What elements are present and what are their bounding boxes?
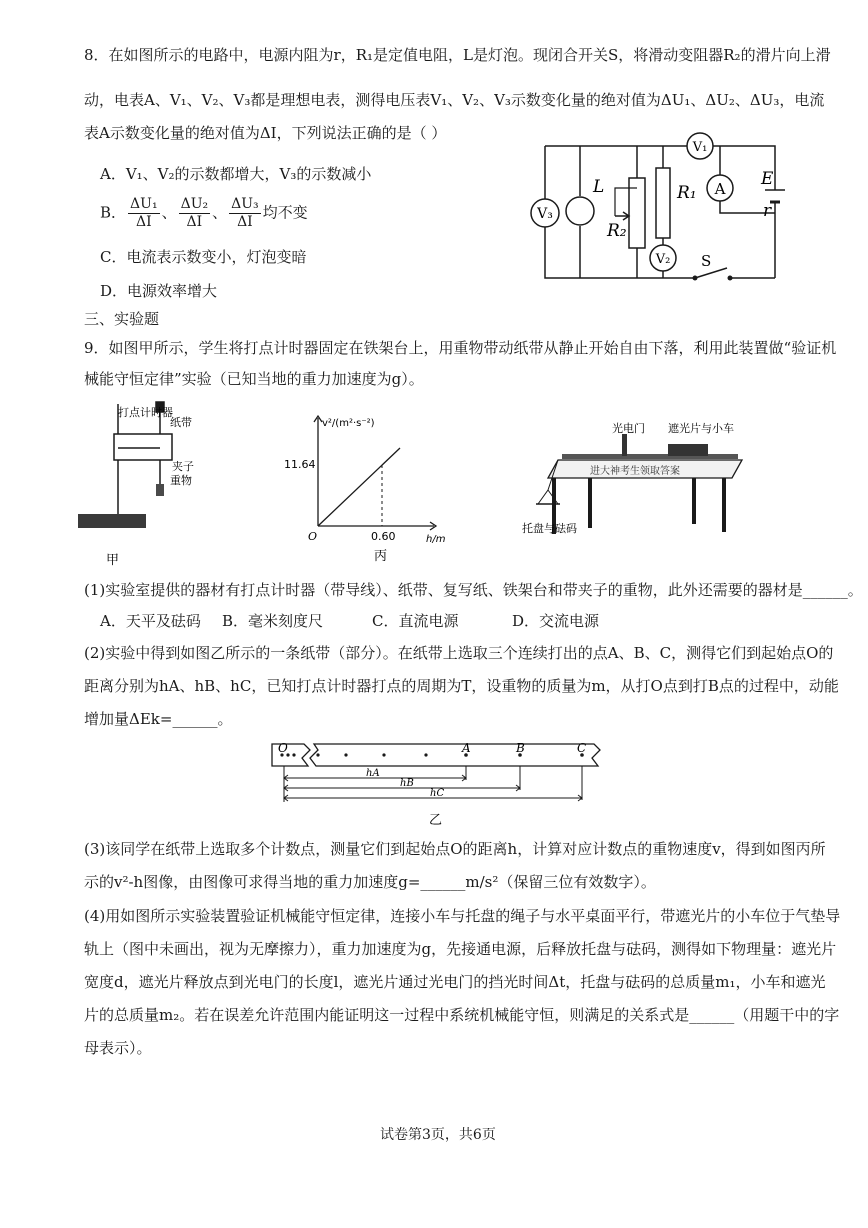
q9-part4-line3: 宽度d，遮光片释放点到光电门的长度l，遮光片通过光电门的挡光时间Δt，托盘与砝码的总质量m₁，小车和遮光 [84, 973, 826, 991]
label-timer: 打点计时器 [118, 406, 173, 419]
fraction-du2 [179, 196, 211, 231]
q9-intro-line1: 9．如图甲所示，学生将打点计时器固定在铁架台上，用重物带动纸带从静止开始自由下落，利用此装置做“验证机 [84, 339, 837, 357]
y-axis-label: v²/(m²·s⁻²) [322, 418, 375, 429]
emf-label: E [761, 169, 774, 189]
label-weight: 重物 [170, 474, 192, 487]
paper-tape-figure [266, 738, 606, 830]
q9-part4-line4: 片的总质量m₂。若在误差允许范围内能证明这一过程中系统机械能守恒，则满足的关系式是______（用题干中的字 [84, 1006, 840, 1024]
watermark: 进大神考生领取答案 [590, 466, 680, 477]
section-title: 三、实验题 [84, 310, 160, 328]
v3-label: V₃ [537, 206, 553, 222]
x-tick-label: 0.60 [371, 530, 396, 543]
origin-label: O [308, 530, 318, 543]
fraction-numerator: ΔU₂ [180, 196, 209, 212]
q9-intro-line2: 械能守恒定律”实验（已知当地的重力加速度为g）。 [84, 370, 424, 388]
q8-option-b [100, 196, 308, 231]
fraction-du1 [128, 196, 160, 231]
slider-arrow-icon [615, 212, 629, 220]
figure-jia [78, 396, 194, 568]
q8-option-c: C．电流表示数变小，灯泡变暗 [100, 248, 307, 266]
lamp-label: L [593, 177, 605, 197]
figure-bing-caption: 丙 [374, 549, 388, 564]
page-footer: 试卷第3页，共6页 [380, 1127, 496, 1143]
v2-label: V₂ [655, 252, 671, 267]
weight-icon [156, 484, 164, 496]
q8-option-d: D．电源效率增大 [100, 282, 218, 300]
separator: 、 [161, 203, 177, 222]
label-tape: 纸带 [170, 416, 192, 429]
q8-line1: 8．在如图所示的电路中，电源内阻为r，R₁是定值电阻，L是灯泡。现闭合开关S，将滑动变阻器R₂的滑片向上滑 [84, 46, 831, 64]
photogate-icon [622, 434, 627, 456]
stand-base-icon [78, 514, 146, 528]
tape-main-piece [310, 744, 600, 766]
q9-part2-line2: 距离分别为hA、hB、hC，已知打点计时器打点的周期为T，设重物的质量为m，从打O点到打B点的过程中，动能 [84, 677, 839, 695]
lamp-icon [566, 197, 594, 225]
point-a-label: A [462, 741, 471, 755]
figure-yi-caption: 乙 [429, 813, 443, 828]
track-icon [562, 454, 738, 459]
q9-part1-option-b: B．毫米刻度尺 [222, 612, 324, 630]
point-o-label: O [278, 741, 288, 755]
data-line [318, 448, 400, 526]
q9-part2-line3: 增加量ΔEk=______。 [84, 710, 233, 728]
separator: 、 [212, 203, 228, 222]
point-b-label: B [516, 741, 525, 755]
fraction-denominator: ΔI [186, 214, 203, 230]
ammeter-label: A [714, 180, 726, 198]
fraction-du3 [229, 196, 261, 231]
x-axis-label: h/m [426, 534, 446, 545]
q8-option-b-suffix: 均不变 [262, 203, 308, 222]
q9-part3-line2: 示的v²-h图像，由图像可求得当地的重力加速度g=______m/s²（保留三位有效数字）。 [84, 873, 656, 891]
y-tick-label: 11.64 [284, 458, 316, 471]
switch-label: S [701, 252, 712, 270]
ha-label: hA [366, 768, 380, 779]
point-c-label: C [577, 741, 587, 755]
q8-line3: 表A示数变化量的绝对值为ΔI，下列说法正确的是（ ） [84, 124, 447, 142]
q9-part4-line1: (4)用如图所示实验装置验证机械能守恒定律，连接小车与托盘的绳子与水平桌面平行，带遮光片的小车位于气垫导 [84, 907, 841, 925]
hc-label: hC [430, 788, 445, 799]
cart-icon [668, 444, 708, 456]
q9-part3-line1: (3)该同学在纸带上选取多个计数点，测量它们到起始点O的距离h，计算对应计数点的重物速度v，得到如图丙所 [84, 840, 826, 858]
q9-part1: (1)实验室提供的器材有打点计时器（带导线）、纸带、复写纸、铁架台和带夹子的重物，此外还需要的器材是______。 [84, 581, 863, 599]
fraction-denominator: ΔI [237, 214, 253, 230]
fraction-numerator: ΔU₃ [231, 196, 259, 212]
q9-part1-option-a: A．天平及砝码 [100, 612, 201, 630]
label-tray: 托盘与砝码 [522, 522, 577, 535]
circuit-diagram [525, 128, 795, 288]
hb-label: hB [400, 778, 414, 789]
r2-label: R₂ [607, 221, 627, 241]
q9-part1-option-c: C．直流电源 [372, 612, 459, 630]
label-photogate: 光电门 [612, 422, 645, 435]
figure-bing-graph [282, 408, 452, 568]
q9-part1-option-d: D．交流电源 [512, 612, 600, 630]
r1-label: R₁ [677, 183, 697, 203]
internal-r-label: r [763, 201, 772, 221]
fraction-denominator: ΔI [135, 214, 152, 230]
v1-label: V₁ [692, 140, 708, 155]
resistor-r1-icon [656, 168, 670, 238]
q8-option-b-prefix: B． [100, 203, 127, 222]
q9-part4-line2: 轨上（图中未画出，视为无摩擦力），重力加速度为g，先接通电源，后释放托盘与砝码，测得如下物理量：遮光片 [84, 940, 837, 958]
figure-jia-caption: 甲 [106, 553, 120, 568]
q9-part4-line5: 母表示）。 [84, 1039, 152, 1057]
label-clip: 夹子 [172, 460, 194, 473]
q8-option-a: A．V₁、V₂的示数都增大，V₃的示数减小 [100, 165, 372, 183]
q9-part2-line1: (2)实验中得到如图乙所示的一条纸带（部分）。在纸带上选取三个连续打出的点A、B、C，测得它们到起始点O的 [84, 644, 834, 662]
air-track-figure [518, 420, 750, 550]
label-cart: 遮光片与小车 [668, 422, 734, 435]
fraction-numerator: ΔU₁ [130, 196, 158, 212]
q8-line2: 动，电表A、V₁、V₂、V₃都是理想电表，测得电压表V₁、V₂、V₃示数变化量的绝对值为ΔU₁、ΔU₂、ΔU₃，电流 [84, 91, 825, 109]
